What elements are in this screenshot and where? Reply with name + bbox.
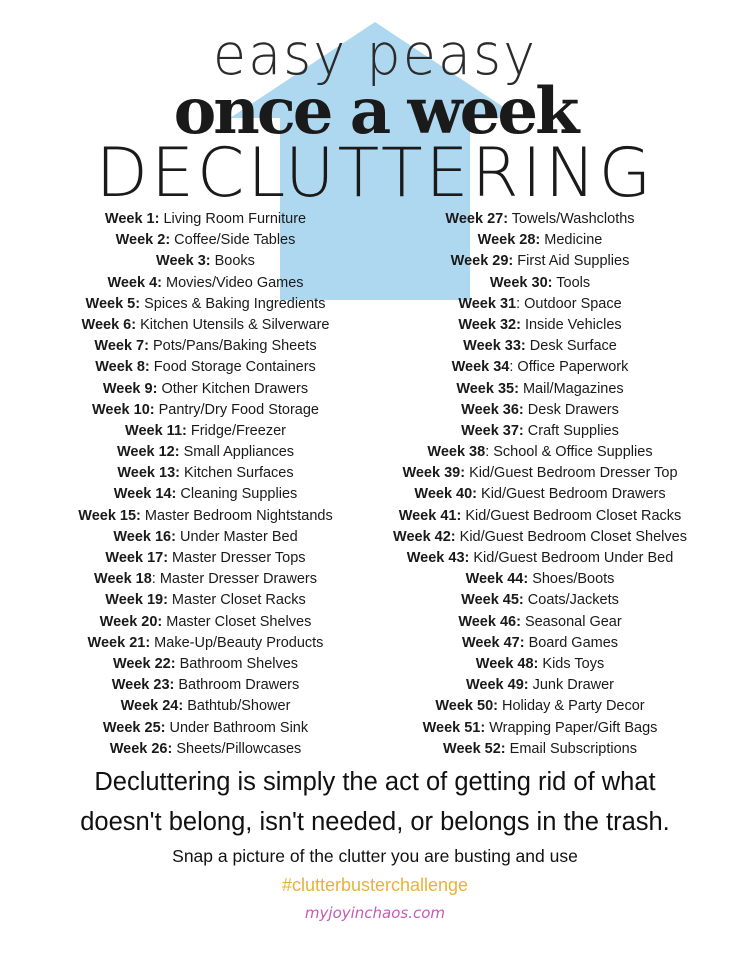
week-task: Pantry/Dry Food Storage — [154, 401, 320, 418]
week-label: Week 13: — [117, 465, 180, 482]
week-task: Kid/Guest Bedroom Closet Shelves — [455, 528, 687, 545]
week-task: Wrapping Paper/Gift Bags — [485, 719, 658, 736]
week-task: First Aid Supplies — [513, 253, 630, 270]
week-item — [335, 230, 745, 251]
week-task: Kid/Guest Bedroom Closet Racks — [461, 507, 682, 524]
week-label: Week 37: — [461, 422, 524, 439]
week-item — [335, 739, 745, 760]
week-label: Week 28: — [477, 232, 541, 249]
week-label: Week 39: — [402, 465, 466, 482]
week-task: Holiday & Party Decor — [497, 698, 645, 715]
week-item — [335, 633, 745, 654]
instruction-text: Snap a picture of the clutter you are busting and use — [172, 846, 578, 866]
week-label: Week 4: — [107, 274, 162, 291]
week-task: Master Bedroom Nightstands — [140, 507, 333, 524]
week-label: Week 33: — [463, 338, 526, 355]
week-label: Week 17: — [105, 550, 169, 566]
week-label: Week 27: — [445, 211, 509, 227]
week-task: Craft Supplies — [523, 422, 619, 439]
week-label: Week 3: — [156, 253, 211, 270]
week-task: Coffee/Side Tables — [170, 232, 296, 249]
week-label: Week 24: — [120, 698, 184, 715]
week-task: Small Appliances — [179, 444, 295, 461]
week-label: Week 47: — [461, 634, 525, 651]
week-label: Week 38 — [427, 444, 486, 461]
week-label: Week 30: — [489, 274, 553, 291]
week-label: Week 52: — [443, 740, 506, 757]
week-item — [335, 484, 745, 505]
week-task: Desk Surface — [525, 338, 617, 355]
week-label: Week 40: — [414, 486, 478, 503]
week-task: Spices & Baking Ingredients — [140, 295, 326, 312]
week-label: Week 51: — [422, 719, 486, 736]
definition-text — [0, 762, 750, 842]
week-task: Fridge/Freezer — [186, 422, 286, 439]
week-label: Week 21: — [87, 634, 151, 651]
week-label: Week 8: — [95, 359, 150, 376]
week-task: Bathroom Drawers — [174, 677, 300, 694]
week-item — [335, 209, 745, 230]
week-label: Week 49: — [465, 677, 529, 694]
week-label: Week 34 — [451, 359, 510, 376]
weeks-list-right — [335, 209, 745, 760]
week-task: Living Room Furniture — [159, 211, 307, 227]
week-item — [335, 612, 745, 633]
week-task: Kids Toys — [538, 655, 605, 672]
week-task: Bathroom Shelves — [175, 655, 299, 672]
week-task: : Outdoor Space — [516, 295, 622, 312]
week-item — [335, 336, 745, 357]
week-label: Week 35: — [456, 380, 519, 397]
week-label: Week 15: — [78, 507, 141, 524]
week-label: Week 2: — [115, 232, 171, 249]
week-task: Food Storage Containers — [149, 359, 316, 376]
week-task: Seasonal Gear — [520, 613, 622, 630]
week-task: Books — [210, 253, 255, 270]
week-label: Week 19: — [105, 592, 168, 609]
week-item — [335, 696, 745, 717]
week-task: Mail/Magazines — [518, 380, 624, 397]
week-label: Week 22: — [112, 655, 176, 672]
week-task: Make-Up/Beauty Products — [150, 634, 324, 651]
week-item — [335, 315, 745, 336]
week-item — [335, 400, 745, 421]
week-label: Week 18 — [94, 571, 152, 588]
week-label: Week 44: — [465, 571, 529, 588]
week-label: Week 16: — [113, 528, 176, 545]
week-task: Kitchen Utensils & Silverware — [136, 316, 330, 333]
week-task: Kid/Guest Bedroom Under Bed — [469, 550, 674, 566]
week-task: Junk Drawer — [528, 677, 615, 694]
week-label: Week 20: — [99, 613, 163, 630]
week-item — [335, 718, 745, 739]
week-task: Master Closet Racks — [167, 592, 306, 609]
week-item — [335, 294, 745, 315]
title-decluttering: DECLUTTERING — [95, 134, 655, 213]
week-item — [335, 442, 745, 463]
week-label: Week 31 — [458, 295, 517, 312]
week-label: Week 48: — [475, 655, 539, 672]
definition-line-2: doesn't belong, isn't needed, or belongs in the trash. — [80, 808, 670, 836]
week-label: Week 7: — [94, 338, 149, 355]
week-task: Shoes/Boots — [528, 571, 615, 588]
week-label: Week 6: — [81, 316, 137, 333]
hashtag-text: #clutterbusterchallenge — [281, 875, 469, 895]
week-task: Towels/Washcloths — [508, 211, 635, 227]
week-task: Inside Vehicles — [520, 316, 622, 333]
week-label: Week 42: — [393, 528, 456, 545]
week-item — [335, 569, 745, 590]
week-task: Other Kitchen Drawers — [157, 380, 309, 397]
week-label: Week 45: — [461, 592, 524, 609]
week-task: Coats/Jackets — [523, 592, 619, 609]
week-item — [335, 421, 745, 442]
week-item — [335, 251, 745, 272]
week-label: Week 43: — [406, 550, 470, 566]
week-label: Week 25: — [102, 719, 166, 736]
week-label: Week 12: — [116, 444, 180, 461]
week-task: Tools — [552, 274, 591, 291]
week-task: Under Bathroom Sink — [165, 719, 309, 736]
week-task: Board Games — [524, 634, 619, 651]
week-task: Email Subscriptions — [505, 740, 637, 757]
title-once-a-week: once a week — [173, 74, 577, 149]
week-item — [335, 357, 745, 378]
week-task: Kitchen Surfaces — [179, 465, 294, 482]
week-label: Week 41: — [398, 507, 462, 524]
site-name: myjoyinchaos.com — [304, 904, 446, 922]
week-item — [335, 463, 745, 484]
week-label: Week 46: — [458, 613, 521, 630]
week-task: Master Closet Shelves — [162, 613, 312, 630]
week-item — [335, 654, 745, 675]
definition-line-1: Decluttering is simply the act of getting rid of what — [94, 768, 656, 796]
week-label: Week 36: — [461, 401, 524, 418]
week-label: Week 32: — [458, 316, 521, 333]
week-label: Week 10: — [91, 401, 155, 418]
week-task: Under Master Bed — [175, 528, 298, 545]
week-task: Medicine — [540, 232, 603, 249]
week-item — [335, 273, 745, 294]
week-task: Movies/Video Games — [161, 274, 304, 291]
week-task: Kid/Guest Bedroom Dresser Top — [465, 465, 678, 482]
week-label: Week 26: — [109, 740, 173, 757]
week-task: Bathtub/Shower — [183, 698, 291, 715]
week-label: Week 1: — [104, 211, 160, 227]
week-label: Week 29: — [450, 253, 514, 270]
week-task: Cleaning Supplies — [176, 486, 298, 503]
week-task: : Office Paperwork — [509, 359, 629, 376]
week-label: Week 23: — [111, 677, 175, 694]
week-item — [335, 379, 745, 400]
week-task: Master Dresser Tops — [168, 550, 306, 566]
week-task: Sheets/Pillowcases — [172, 740, 302, 757]
week-item — [335, 590, 745, 611]
week-item — [335, 506, 745, 527]
week-task: Pots/Pans/Baking Sheets — [148, 338, 317, 355]
title-easy-peasy: easy peasy — [212, 21, 538, 88]
week-label: Week 11: — [125, 422, 187, 439]
week-task: : Master Dresser Drawers — [151, 571, 317, 588]
week-task: Desk Drawers — [523, 401, 619, 418]
week-label: Week 50: — [435, 698, 498, 715]
week-label: Week 5: — [85, 295, 141, 312]
week-item — [335, 527, 745, 548]
week-task: Kid/Guest Bedroom Drawers — [477, 486, 666, 503]
week-item — [335, 548, 745, 569]
week-label: Week 14: — [113, 486, 177, 503]
week-task: : School & Office Supplies — [485, 444, 653, 461]
week-item — [335, 675, 745, 696]
week-label: Week 9: — [102, 380, 158, 397]
